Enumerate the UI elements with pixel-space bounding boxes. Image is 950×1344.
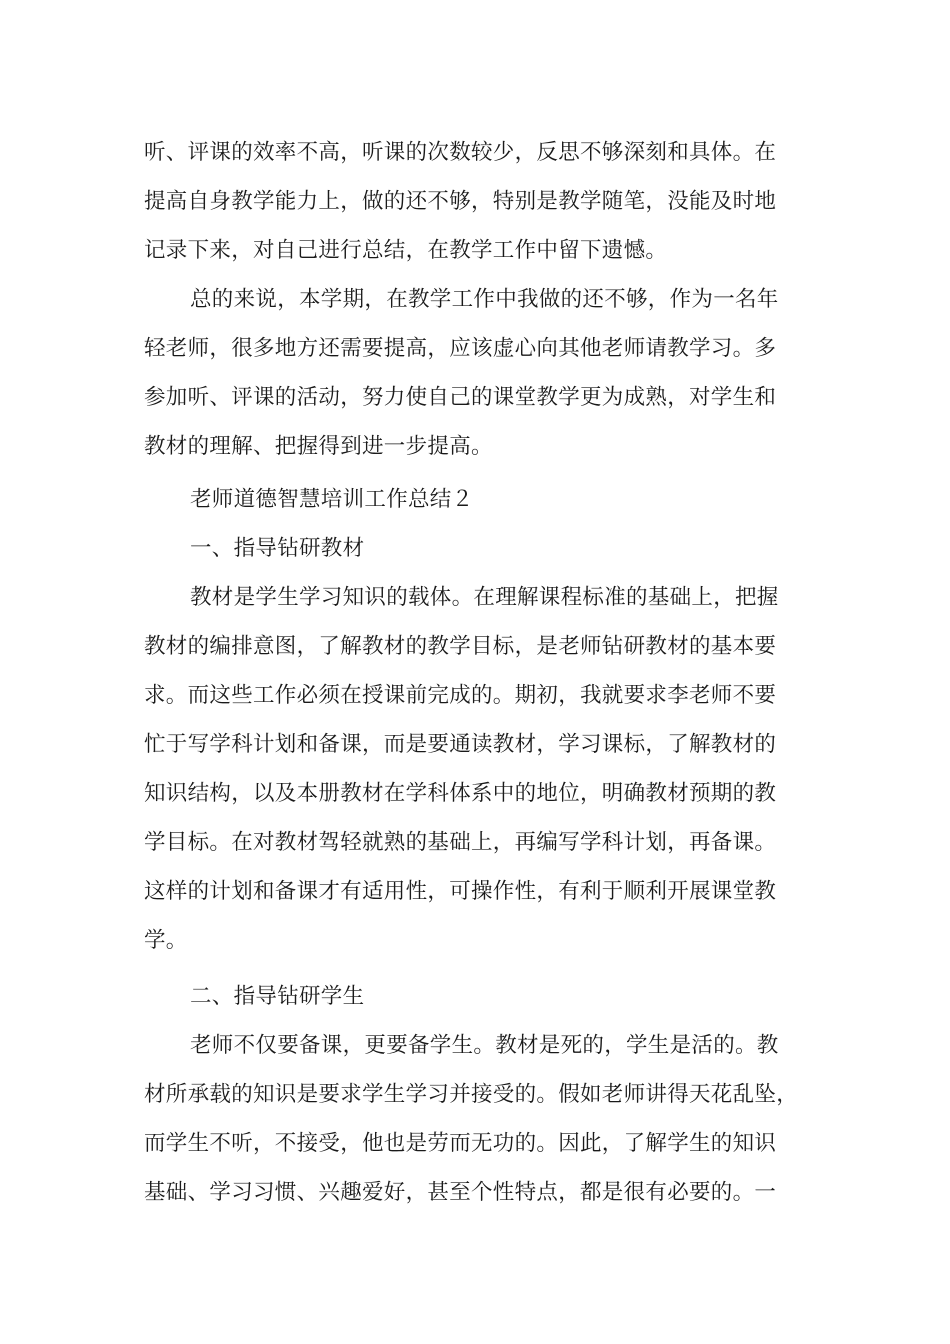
paragraph-first-line: 总的来说，本学期，在教学工作中我做的还不够，作为一名年 — [190, 287, 779, 312]
body-text-line: 教材的理解、把握得到进一步提高。 — [144, 434, 493, 459]
body-text-line: 这样的计划和备课才有适用性，可操作性，有利于顺利开展课堂教 — [144, 879, 777, 904]
paragraph-first-line: 老师不仅要备课，更要备学生。教材是死的，学生是活的。教 — [190, 1033, 779, 1058]
body-text-line: 参加听、评课的活动，努力使自己的课堂教学更为成熟，对学生和 — [144, 385, 777, 410]
section-title: 老师道德智慧培训工作总结２ — [190, 487, 474, 512]
body-text-line: 忙于写学科计划和备课，而是要通读教材，学习课标，了解教材的 — [144, 732, 777, 757]
body-text-line: 教材的编排意图，了解教材的教学目标，是老师钻研教材的基本要 — [144, 634, 777, 659]
body-text-line: 轻老师，很多地方还需要提高，应该虚心向其他老师请教学习。多 — [144, 336, 777, 361]
body-text-line: 学。 — [144, 928, 188, 953]
body-text-line: 学目标。在对教材驾轻就熟的基础上，再编写学科计划，再备课。 — [144, 830, 777, 855]
body-text-line: 而学生不听，不接受，他也是劳而无功的。因此，了解学生的知识 — [144, 1131, 777, 1156]
body-text-line: 求。而这些工作必须在授课前完成的。期初，我就要求李老师不要 — [144, 683, 777, 708]
body-text-line: 听、评课的效率不高，听课的次数较少，反思不够深刻和具体。在 — [144, 140, 777, 165]
body-text-line: 材所承载的知识是要求学生学习并接受的。假如老师讲得天花乱坠， — [144, 1082, 799, 1107]
body-text-line: 基础、学习习惯、兴趣爱好，甚至个性特点，都是很有必要的。一 — [144, 1180, 777, 1205]
body-text-line: 知识结构，以及本册教材在学科体系中的地位，明确教材预期的教 — [144, 781, 777, 806]
subsection-heading: 一、指导钻研教材 — [190, 536, 365, 561]
body-text-line: 记录下来，对自己进行总结，在教学工作中留下遗憾。 — [144, 238, 668, 263]
subsection-heading: 二、指导钻研学生 — [190, 984, 365, 1009]
body-text-line: 提高自身教学能力上，做的还不够，特别是教学随笔，没能及时地 — [144, 189, 777, 214]
paragraph-first-line: 教材是学生学习知识的载体。在理解课程标准的基础上，把握 — [190, 585, 779, 610]
